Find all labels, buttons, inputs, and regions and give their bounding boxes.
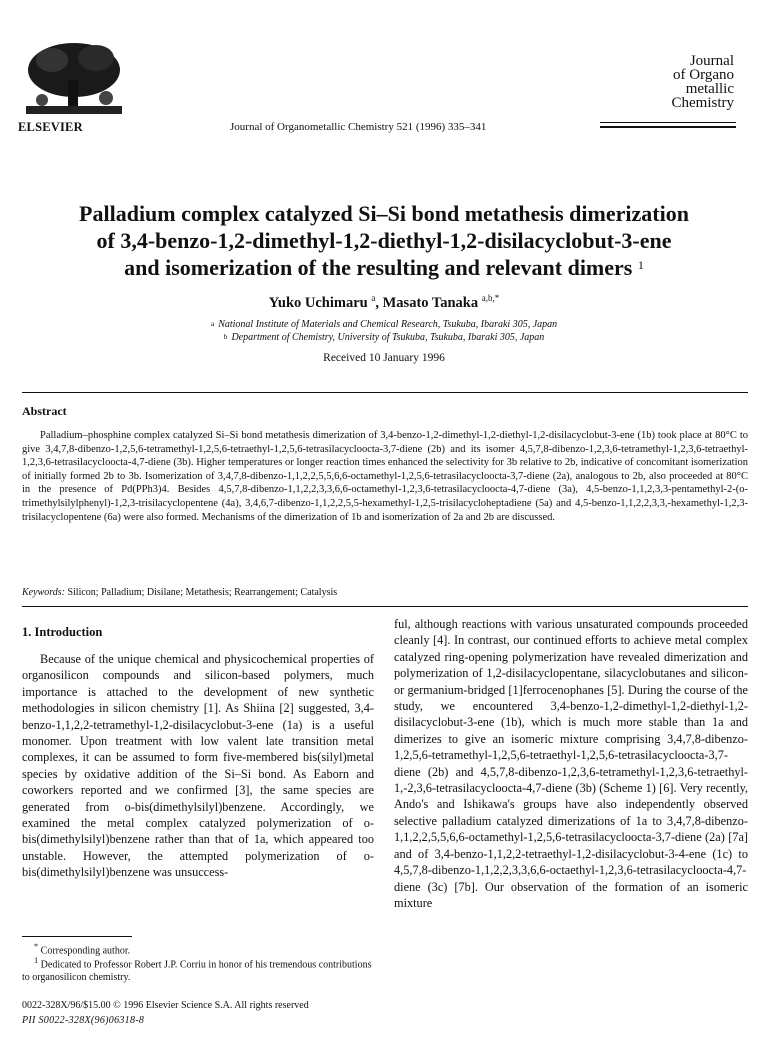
- abstract-text: Palladium–phosphine complex catalyzed Si–Si bond metathesis dimerization of 3,4-benzo-1,2-dimethyl-1,2-diethyl-1,2-disilacyclobut-3-ene (1b) took place at 80°C to give 3,4,7,8-dibenzo-1,2,5,6-tetramethyl-1,2,5,6-tetraethyl-1,2,5,6-tetrasilacycloocta-3,7-diene (2b) and its isomer 4,5,7,8-dibenzo-1,2,3,6-tetramethyl-1,2,3,6-tetraethyl-1,2,3,6-tetrasilacycloocta-4,7-diene (3b). Higher temperatures or longer reaction times enhanced the selectivity for 3b relative to 2b, indicative of concomitant isomerization of initially formed 2b to 3b. Isomerization of 3,4,7,8-dibenzo-1,1,2,2,5,5,6,6-octamethyl-1,2,5,6-tetrasilacycloocta-3,7-diene (2a), analogous to 2b, also proceeded at 80°C in the presence of Pd(PPh3)4. Besides 4,5,7,8-dibenzo-1,1,2,2,3,3,6,6-octamethyl-1,2,3,6-tetrasilacycloocta-4,7-diene (3a), 4,5-benzo-1,1,2,3,3-pentamethyl-2-(o-trimethylsilylphenyl)-1,2,3-trisilacyclopentene (4a), 3,4,6,7-dibenzo-1,1,2,2,5,5-hexamethyl-1,2,5-trisilacycloheptadiene (5a) and 4,5-benzo-1,1,2,2,3,3,-hexamethyl-1,2,3-trisilacyclopentene (6a) were also formed. Mechanisms of the dimerization of 1b and isomerization of 2a and 2b are discussed.: [22, 430, 748, 523]
- section-heading: 1. Introduction: [22, 625, 103, 639]
- header-rule-thick: [600, 126, 736, 128]
- footnote-mark: *: [34, 942, 39, 951]
- journal-logo-line: of Organo: [673, 67, 734, 83]
- keywords: [22, 587, 337, 598]
- section-rule: [22, 392, 748, 393]
- author-name: Yuko Uchimaru: [268, 294, 368, 311]
- affiliation: [0, 332, 768, 343]
- author-list: Yuko Uchimaru $^a$, Masato Tanaka $^{a,b,*}$: [268, 293, 500, 311]
- footnote-text: Corresponding author.: [40, 945, 131, 957]
- title-line: [50, 254, 718, 281]
- journal-logo-line: Journal: [689, 53, 734, 69]
- affiliation-text: Department of Chemistry, University of Tsukuba, Tsukuba, Ibaraki 305, Japan: [231, 332, 545, 343]
- body-column-left: Because of the unique chemical and physicochemical properties of organosilicon compounds and silicon-based polymers, much importance is attached to the development of new synthetic methodologies in silicon chemistry [1]. As Shiina [2] suggested, 3,4-benzo-1,1,2,2-tetramethyl-1,2-disilacyclobut-3-ene (1a) is a useful monomer. Upon treatment with low valent late transition metal complexes, it can be assumed to form five-membered bis(silyl)metal species by oxidative addition of the Si–Si bond. As Eaborn and coworkers reported and we confirmed [3], the same species are generated from o-bis(dimethylsilyl)benzene. Accordingly, we examined the metal complex catalyzed polymerization of o-bis(dimethylsilyl)benzene rather than that of 1a, which appeared too unstable. However, the attempted polymerization of o-bis(dimethylsilyl)benzene was unsuccess-: [22, 652, 374, 880]
- keywords-text: Silicon; Palladium; Disilane; Metathesis; Rearrangement; Catalysis: [67, 587, 338, 598]
- body-column-right: ful, although reactions with various unsaturated compounds proceeded cleanly [4]. In contrast, our continued efforts to achieve metal complex catalyzed ring-opening polymerization have revealed dimerization and polymerization of 1,2-disilacyclopentane, silacyclobutanes and silicon- or germanium-bridged [1]ferrocenophanes [5]. During the course of the study, we encountered 3,4-benzo-1,2-dimethyl-1,2-diethyl-1,2-disilacyclobut-3-ene (1b), which is much more stable than 1a and dimerizes to give an isomeric mixture comprising 3,4,7,8-dibenzo-1,2,5,6-tetramethyl-1,2,5,6-tetraethyl-1,2,5,6-tetrasilacycloocta-3,7-diene (2b) and 4,5,7,8-dibenzo-1,2,3,6-tetramethyl-1,2,3,6-tetraethyl-1,-2,3,6-tetrasilacycloocta-4,7-diene (3b) (Scheme 1) [6]. Very recently, Ando's and Ishikawa's groups have also independently observed selective palladium catalyzed dimerizations of 1a to 3,4,7,8-dibenzo-1,1,2,2,5,5,6,6-octamethyl-1,2,5,6-tetrasilacycloocta-3,7-diene (2a) [7a] and of 3,4-benzo-1,1,2,2-tetraethyl-1,2-disilacyclobut-3-4-ene (1c) to 4,5,7,8-dibenzo-1,1,2,2,3,3,6,6-octaethyl-1,2,3,6-tetrasilacycloocta-4,7-diene (3c) [7b]. Our observation of the formation of an isomeric mixture: [394, 617, 748, 910]
- publisher-name: ELSEVIER: [18, 120, 83, 134]
- header-rule: [600, 122, 736, 123]
- affiliation-text: National Institute of Materials and Chemical Research, Tsukuba, Ibaraki 305, Japan: [218, 319, 558, 330]
- keywords-label: Keywords:: [22, 587, 65, 598]
- footnote-mark: 1: [34, 956, 39, 965]
- title-line: Palladium complex catalyzed Si–Si bond metathesis dimerization: [79, 201, 689, 226]
- section-rule: [22, 606, 748, 607]
- title-line-text: and isomerization of the resulting and relevant dimers: [124, 255, 633, 280]
- author-affiliation-mark: a: [371, 293, 376, 303]
- author-affiliation-mark: a,b,*: [481, 293, 500, 303]
- title-footnote-mark: 1: [637, 258, 644, 272]
- received-date: Received 10 January 1996: [323, 352, 445, 364]
- elsevier-tree-logo: [18, 40, 130, 118]
- journal-logo: [600, 46, 734, 120]
- affiliation-mark: a: [210, 319, 215, 328]
- title-line: of 3,4-benzo-1,2-dimethyl-1,2-diethyl-1,2-disilacyclobut-3-ene: [96, 228, 672, 253]
- journal-logo-line: metallic: [685, 81, 734, 97]
- journal-citation: Journal of Organometallic Chemistry 521 (1996) 335–341: [230, 121, 487, 133]
- affiliation: [0, 319, 768, 330]
- journal-logo-line: Chemistry: [671, 95, 734, 111]
- abstract-heading: Abstract: [22, 404, 67, 418]
- footnote-rule: [22, 936, 132, 937]
- author-name: Masato Tanaka: [382, 294, 479, 311]
- affiliation-mark: b: [223, 332, 228, 341]
- article-title: [50, 200, 718, 281]
- footnote: [22, 955, 374, 984]
- footnote-text: Dedicated to Professor Robert J.P. Corriu in honor of his tremendous contributions to organosilicon chemistry.: [22, 959, 372, 983]
- pii-identifier: PII S0022-328X(96)06318-8: [22, 1015, 145, 1026]
- copyright-line: 0022-328X/96/$15.00 © 1996 Elsevier Science S.A. All rights reserved: [22, 1000, 309, 1011]
